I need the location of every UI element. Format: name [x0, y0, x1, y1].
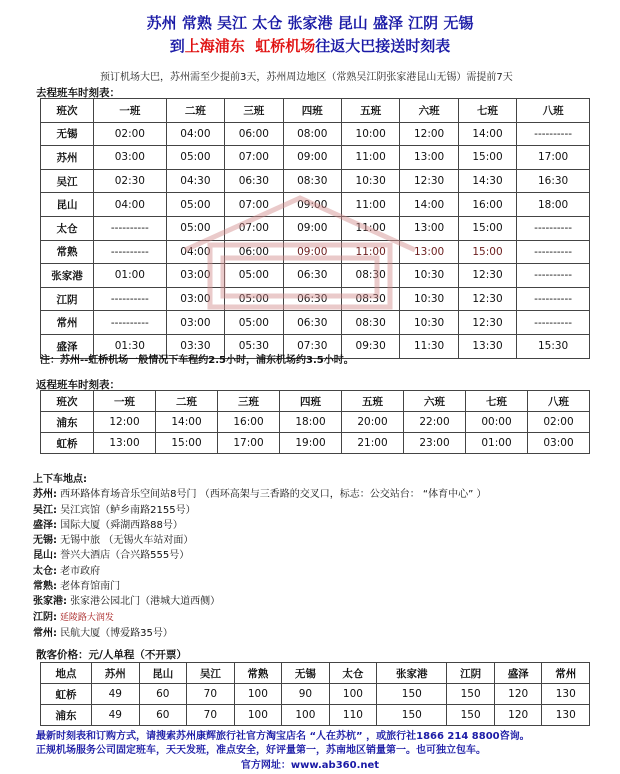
table-cell: 20:00	[342, 412, 404, 433]
table-cell: 150	[377, 705, 447, 726]
table-cell: 06:00	[225, 122, 283, 146]
table-cell: 09:30	[341, 334, 399, 358]
table-cell: ----------	[94, 216, 167, 240]
footer-line-2: 正规机场服务公司固定班车，天天发班，准点安全，好评量第一，苏南地区销量第一。也可独立包车。	[36, 745, 486, 756]
table-cell: 90	[282, 684, 330, 705]
table-cell: 04:30	[166, 169, 224, 193]
table-cell: 18:00	[517, 193, 590, 217]
column-header: 二班	[166, 99, 224, 123]
table-cell: 12:30	[458, 287, 516, 311]
row-label: 常熟	[41, 240, 94, 264]
table-cell: 03:00	[166, 287, 224, 311]
table-cell: 12:00	[94, 412, 156, 433]
table-cell: ----------	[517, 264, 590, 288]
table-cell: 04:00	[94, 193, 167, 217]
table-row	[41, 433, 590, 454]
table-cell: 130	[542, 705, 590, 726]
stops-list	[33, 472, 486, 641]
table-row	[41, 412, 590, 433]
table-cell: 11:00	[341, 146, 399, 170]
row-label: 虹桥	[41, 684, 92, 705]
row-label: 常州	[41, 311, 94, 335]
table-cell: 05:00	[225, 287, 283, 311]
table-cell: 01:00	[94, 264, 167, 288]
table-cell: 08:00	[283, 122, 341, 146]
table-cell: 16:00	[458, 193, 516, 217]
stop-city: 太仓:	[33, 565, 57, 577]
stop-place: 张家港公园北门（港城大道西侧）	[67, 596, 221, 608]
column-header: 张家港	[377, 663, 447, 684]
stop-item	[33, 518, 486, 533]
table-cell: 12:30	[458, 311, 516, 335]
row-label: 吴江	[41, 169, 94, 193]
footer-line-1: 最新时刻表和订购方式，请搜索苏州康辉旅行社官方淘宝店名 “人在苏杭” ，或旅行社1866 214 8800咨询。	[36, 731, 530, 742]
stop-item	[33, 503, 486, 518]
table-cell: 07:00	[225, 216, 283, 240]
table-cell: 08:30	[341, 287, 399, 311]
table-cell: 21:00	[342, 433, 404, 454]
stop-item	[33, 487, 486, 502]
table-cell: ----------	[94, 240, 167, 264]
table-header-row	[41, 99, 590, 123]
row-label: 昆山	[41, 193, 94, 217]
table-cell: ----------	[517, 216, 590, 240]
column-header: 一班	[94, 99, 167, 123]
row-label: 太仓	[41, 216, 94, 240]
row-label: 盛泽	[41, 334, 94, 358]
table-cell: 100	[234, 705, 282, 726]
table-cell: 17:00	[517, 146, 590, 170]
title-cities: 苏州 常熟 吴江 太仓 张家港 昆山 盛泽 江阴 无锡	[146, 14, 474, 32]
table-cell: 130	[542, 684, 590, 705]
table-cell: 07:00	[225, 146, 283, 170]
stop-item	[33, 533, 486, 548]
stop-city: 昆山:	[33, 550, 57, 562]
table-cell: 06:30	[283, 287, 341, 311]
column-header: 一班	[94, 391, 156, 412]
column-header: 昆山	[139, 663, 187, 684]
booking-note: 预订机场大巴，苏州需至少提前3天，苏州周边地区（常熟吴江阴张家港昆山无锡）需提前7天	[100, 72, 513, 83]
table-cell: 120	[494, 705, 542, 726]
table-cell: 03:00	[166, 311, 224, 335]
table-row	[41, 169, 590, 193]
table-header-row	[41, 391, 590, 412]
table-cell: 01:30	[94, 334, 167, 358]
row-label: 无锡	[41, 122, 94, 146]
price-title: 散客价格：元/人单程（不开票）	[36, 649, 187, 661]
table-cell: 11:00	[341, 216, 399, 240]
stop-place: 老市政府	[57, 565, 101, 577]
stops-title: 上下车地点:	[33, 474, 87, 485]
table-row	[41, 193, 590, 217]
table-cell: 08:30	[283, 169, 341, 193]
stop-place: 誉兴大酒店（合兴路555号）	[57, 550, 190, 562]
column-header: 班次	[41, 391, 94, 412]
table-cell: 13:00	[94, 433, 156, 454]
column-header: 常州	[542, 663, 590, 684]
table-cell: 00:00	[466, 412, 528, 433]
stop-place: 延陵路大润发	[57, 612, 114, 623]
row-label: 江阴	[41, 287, 94, 311]
outbound-title: 去程班车时刻表：	[36, 87, 120, 99]
table-cell: 13:00	[400, 216, 458, 240]
stop-city: 江阴:	[33, 611, 57, 623]
column-header: 六班	[400, 99, 458, 123]
table-cell: 10:30	[400, 287, 458, 311]
stop-item	[33, 594, 486, 609]
table-cell: 100	[234, 684, 282, 705]
table-cell: 05:00	[225, 264, 283, 288]
table-row	[41, 122, 590, 146]
table-cell: 17:00	[218, 433, 280, 454]
table-cell: 70	[187, 684, 235, 705]
table-cell: 10:30	[400, 311, 458, 335]
table-cell: 01:00	[466, 433, 528, 454]
stop-city: 吴江:	[33, 504, 57, 516]
table-cell: 03:00	[94, 146, 167, 170]
table-row	[41, 705, 590, 726]
return-title: 返程班车时刻表：	[36, 379, 120, 391]
table-cell: 05:00	[166, 216, 224, 240]
table-cell: 19:00	[280, 433, 342, 454]
table-cell: 11:30	[400, 334, 458, 358]
table-cell: 100	[282, 705, 330, 726]
table-cell: 05:30	[225, 334, 283, 358]
footer-website: 官方网址：www.ab360.net	[240, 760, 380, 771]
table-cell: 100	[329, 684, 377, 705]
table-cell: 120	[494, 684, 542, 705]
table-row	[41, 684, 590, 705]
table-cell: 07:30	[283, 334, 341, 358]
table-cell: 14:00	[400, 193, 458, 217]
stop-city: 常州:	[33, 627, 57, 639]
title-route	[0, 35, 620, 56]
table-cell: 12:30	[458, 264, 516, 288]
stop-item	[33, 564, 486, 579]
table-cell: 60	[139, 705, 187, 726]
column-header: 江阴	[447, 663, 495, 684]
table-cell: ----------	[94, 287, 167, 311]
outbound-table	[40, 98, 590, 359]
row-label: 张家港	[41, 264, 94, 288]
table-cell: 14:00	[458, 122, 516, 146]
column-header: 盛泽	[494, 663, 542, 684]
table-cell: 03:00	[166, 264, 224, 288]
table-cell: 10:00	[341, 122, 399, 146]
table-cell: 09:00	[283, 240, 341, 264]
table-cell: 70	[187, 705, 235, 726]
table-cell: 14:30	[458, 169, 516, 193]
table-cell: 150	[447, 684, 495, 705]
table-cell: 07:00	[225, 193, 283, 217]
table-row	[41, 240, 590, 264]
table-cell: ----------	[517, 240, 590, 264]
column-header: 五班	[342, 391, 404, 412]
stop-place: 民航大厦（博爱路35号）	[57, 627, 173, 639]
table-header-row	[41, 663, 590, 684]
stop-city: 常熟:	[33, 581, 57, 593]
table-cell: 06:30	[225, 169, 283, 193]
table-row	[41, 264, 590, 288]
column-header: 四班	[283, 99, 341, 123]
table-cell: 150	[377, 684, 447, 705]
table-cell: 13:00	[400, 146, 458, 170]
table-cell: 10:30	[400, 264, 458, 288]
row-label: 浦东	[41, 412, 94, 433]
stop-item	[33, 579, 486, 594]
column-header: 六班	[404, 391, 466, 412]
table-cell: 11:00	[341, 193, 399, 217]
table-cell: ----------	[517, 122, 590, 146]
stop-place: 老体育馆南门	[57, 581, 121, 593]
table-cell: 09:00	[283, 193, 341, 217]
title-dest-hongqiao: 虹桥机场	[255, 37, 316, 55]
column-header: 常熟	[234, 663, 282, 684]
table-cell: 110	[329, 705, 377, 726]
table-cell: 08:30	[341, 264, 399, 288]
table-cell: 49	[92, 684, 140, 705]
price-table	[40, 662, 590, 726]
stop-place: 西环路体育场音乐空间站8号门 （西环高架与三香路的交叉口，标志：公交站台： “体育中心” ）	[57, 489, 487, 501]
column-header: 四班	[280, 391, 342, 412]
table-cell: 14:00	[156, 412, 218, 433]
column-header: 太仓	[329, 663, 377, 684]
table-cell: 05:00	[225, 311, 283, 335]
column-header: 二班	[156, 391, 218, 412]
table-cell: 04:00	[166, 122, 224, 146]
column-header: 班次	[41, 99, 94, 123]
table-cell: 23:00	[404, 433, 466, 454]
table-cell: 12:00	[400, 122, 458, 146]
stop-city: 张家港:	[33, 596, 67, 608]
title-dest-pudong: 上海浦东	[184, 37, 245, 55]
table-cell: 15:00	[156, 433, 218, 454]
table-cell: 05:00	[166, 193, 224, 217]
table-cell: 03:00	[528, 433, 590, 454]
table-cell: ----------	[517, 311, 590, 335]
table-cell: 49	[92, 705, 140, 726]
table-cell: 18:00	[280, 412, 342, 433]
column-header: 三班	[218, 391, 280, 412]
column-header: 地点	[41, 663, 92, 684]
row-label: 虹桥	[41, 433, 94, 454]
table-cell: 08:30	[341, 311, 399, 335]
row-label: 苏州	[41, 146, 94, 170]
table-cell: 04:00	[166, 240, 224, 264]
table-cell: 06:00	[225, 240, 283, 264]
table-cell: 12:30	[400, 169, 458, 193]
column-header: 五班	[341, 99, 399, 123]
travel-time-note: 注：苏州--虹桥机场一般情况下车程约2.5小时，浦东机场约3.5小时。	[40, 355, 354, 366]
table-cell: ----------	[94, 311, 167, 335]
column-header: 七班	[466, 391, 528, 412]
column-header: 苏州	[92, 663, 140, 684]
row-label: 浦东	[41, 705, 92, 726]
stop-city: 苏州:	[33, 489, 57, 501]
stop-place: 吴江宾馆（鲈乡南路2155号）	[57, 504, 196, 516]
table-cell: 05:00	[166, 146, 224, 170]
stop-city: 盛泽:	[33, 519, 57, 531]
table-cell: 15:00	[458, 240, 516, 264]
table-cell: 16:30	[517, 169, 590, 193]
table-cell: 09:00	[283, 216, 341, 240]
stop-item	[33, 626, 486, 641]
column-header: 八班	[517, 99, 590, 123]
column-header: 吴江	[187, 663, 235, 684]
stop-item	[33, 548, 486, 563]
table-cell: 15:00	[458, 146, 516, 170]
stop-place: 无锡中旅 （无锡火车站对面）	[57, 535, 194, 547]
stop-place: 国际大厦（舜湖西路88号）	[57, 519, 183, 531]
table-row	[41, 146, 590, 170]
table-cell: 60	[139, 684, 187, 705]
table-cell: 06:30	[283, 311, 341, 335]
title-prefix: 到	[169, 37, 185, 55]
table-row	[41, 311, 590, 335]
table-cell: 02:30	[94, 169, 167, 193]
table-cell: 09:00	[283, 146, 341, 170]
table-cell: 03:30	[166, 334, 224, 358]
table-cell: 10:30	[341, 169, 399, 193]
table-cell: 02:00	[528, 412, 590, 433]
table-cell: 15:00	[458, 216, 516, 240]
table-cell: 22:00	[404, 412, 466, 433]
return-table	[40, 390, 590, 454]
column-header: 三班	[225, 99, 283, 123]
column-header: 七班	[458, 99, 516, 123]
table-cell: 06:30	[283, 264, 341, 288]
table-cell: 16:00	[218, 412, 280, 433]
table-row	[41, 216, 590, 240]
column-header: 八班	[528, 391, 590, 412]
stop-city: 无锡:	[33, 535, 57, 547]
column-header: 无锡	[282, 663, 330, 684]
stop-item	[33, 610, 486, 626]
table-cell: 150	[447, 705, 495, 726]
table-cell: 02:00	[94, 122, 167, 146]
table-cell: ----------	[517, 287, 590, 311]
title-suffix: 往返大巴接送时刻表	[315, 37, 451, 55]
table-cell: 13:30	[458, 334, 516, 358]
table-cell: 13:00	[400, 240, 458, 264]
table-cell: 11:00	[341, 240, 399, 264]
table-cell: 15:30	[517, 334, 590, 358]
table-row	[41, 287, 590, 311]
